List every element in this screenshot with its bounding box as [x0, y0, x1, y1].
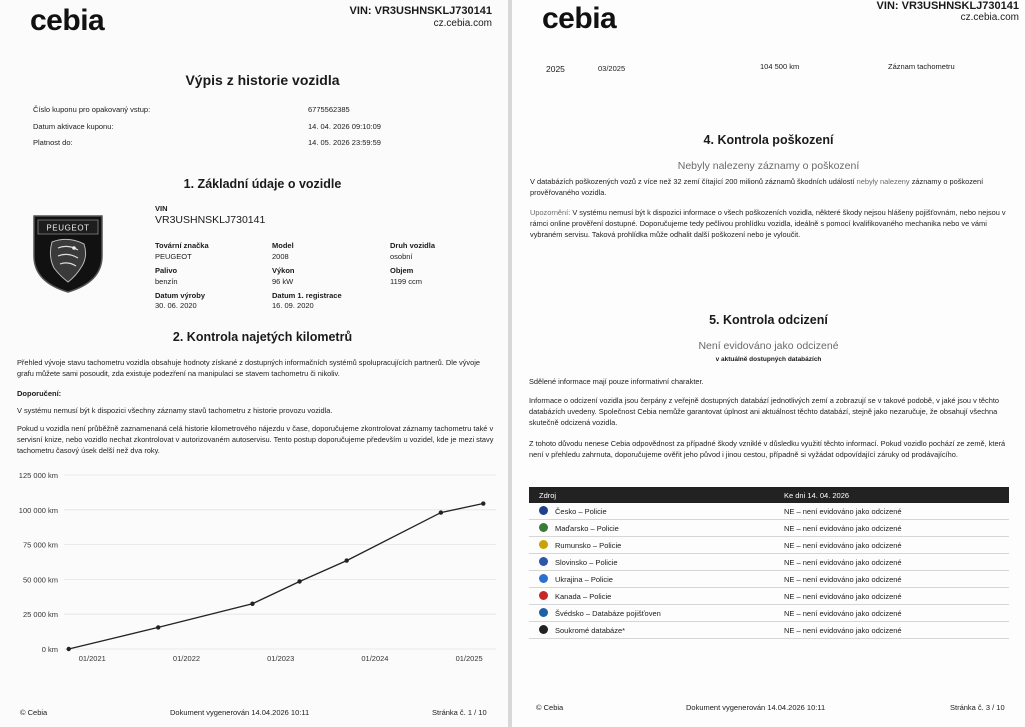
y-tick-label: 50 000 km: [22, 575, 58, 585]
coupon-value: 6775562385: [308, 105, 350, 114]
mileage-point[interactable]: [439, 510, 443, 514]
mileage-point[interactable]: [344, 558, 348, 562]
table-row: [529, 588, 1009, 605]
mileage-line: [69, 504, 484, 649]
mileage-point[interactable]: [250, 602, 254, 606]
peugeot-logo-text: PEUGEOT: [46, 223, 90, 233]
section4-status: Nebyly nalezeny záznamy o poškození: [677, 160, 860, 172]
theft-table-header: [529, 487, 1009, 503]
model-label: Model: [272, 241, 294, 250]
flag-icon: [539, 625, 548, 634]
section5-text2: Informace o odcizení vozidla jsou čerpány z veřejně dostupných databází jednotlivých zemí a zobrazují se v takové podobě, v jaké jsou v těchto databázích uvedeny. Společnost Cebia nemůže garantovat úplnost ani aktuálnost těchto databází, stejně jako nezaručuje, že obsahují všechna skutečně odcizená vozidla.: [529, 396, 999, 427]
flag-icon: [539, 557, 548, 566]
theft-table: [529, 487, 1009, 639]
cebia-logo: cebia: [30, 4, 105, 37]
report-page-3: [512, 0, 1025, 727]
section5-text3: Z tohoto důvodu nenese Cebia odpovědnost za případné škody vzniklé v důsledku využití těchto informací. Pokud vozidlo pochází ze země, která není v přehledu zahrnuta, doporučujeme ověřit jeho původ i jinou cestou, případně si vyžádat odpovídající záruky od prodávajícího.: [529, 439, 1006, 459]
section5-subtitle: v aktuálně dostupných databázích: [715, 356, 822, 363]
y-tick-label: 100 000 km: [18, 505, 58, 515]
footer-generated: Dokument vygenerován 14.04.2026 10:11: [686, 703, 826, 712]
peugeot-logo: [30, 212, 106, 294]
row-source: Maďarsko – Policie: [555, 524, 619, 533]
header-site-link[interactable]: cz.cebia.com: [960, 12, 1019, 23]
power-label: Výkon: [272, 266, 295, 275]
mileage-chart: [0, 465, 508, 665]
fuel-value: benzín: [155, 277, 178, 286]
fuel-label: Palivo: [155, 266, 178, 275]
registration-value: 16. 09. 2020: [272, 301, 314, 310]
theft-table-head-date: Ke dni 14. 04. 2026: [784, 491, 850, 500]
header-site-link[interactable]: cz.cebia.com: [433, 18, 492, 29]
row-result: NE – není evidováno jako odcizené: [784, 558, 902, 567]
manufactured-label: Datum výroby: [155, 291, 206, 300]
section1-title: 1. Základní údaje o vozidle: [183, 177, 342, 191]
table-row: [529, 537, 1009, 554]
volume-label: Objem: [390, 266, 414, 275]
table-row: [529, 622, 1009, 639]
report-page-1: [0, 0, 508, 727]
row-result: NE – není evidováno jako odcizené: [784, 507, 902, 516]
x-tick-label: 01/2025: [455, 654, 483, 663]
row-source: Soukromé databáze*: [555, 626, 626, 635]
table-row: [529, 605, 1009, 622]
section5-title: 5. Kontrola odcizení: [709, 313, 828, 327]
row-result: NE – není evidováno jako odcizené: [784, 609, 902, 618]
footer-generated: Dokument vygenerován 14.04.2026 10:11: [170, 708, 310, 717]
table-row: [529, 520, 1009, 537]
table-row: [529, 503, 1009, 520]
footer-copyright: © Cebia: [536, 703, 564, 712]
mileage-point[interactable]: [481, 501, 485, 505]
x-tick-label: 01/2023: [267, 654, 295, 663]
x-tick-label: 01/2024: [361, 654, 389, 663]
footer-page-number: Stránka č. 1 / 10: [432, 708, 487, 717]
row-result: NE – není evidováno jako odcizené: [784, 626, 902, 635]
section5-text1: Sdělené informace mají pouze informativní charakter.: [529, 377, 704, 386]
row-result: NE – není evidováno jako odcizené: [784, 575, 902, 584]
header-vin: VIN: VR3USHNSKLJ730141: [349, 5, 492, 17]
section4-title: 4. Kontrola poškození: [703, 133, 834, 147]
y-tick-label: 25 000 km: [22, 610, 58, 620]
row-source: Slovinsko – Policie: [555, 558, 618, 567]
registration-label: Datum 1. registrace: [272, 291, 342, 300]
activation-label: Datum aktivace kuponu:: [33, 122, 114, 131]
mileage-date: 03/2025: [598, 64, 626, 73]
header-vin: VIN: VR3USHNSKLJ730141: [876, 0, 1019, 12]
y-tick-label: 75 000 km: [22, 540, 58, 550]
power-value: 96 kW: [272, 277, 294, 286]
table-row: [529, 554, 1009, 571]
flag-icon: [539, 574, 548, 583]
mileage-intro: Přehled vývoje stavu tachometru vozidla obsahuje hodnoty získané z dostupných informačních systémů spolupracujících partnerů. Dle vývoje grafu můžete sami posoudit, zda existuje podezření na manipulaci se stavem tachometru či nikoliv.: [17, 358, 480, 378]
recommend-label: Doporučení:: [17, 389, 62, 398]
mileage-point[interactable]: [297, 579, 301, 583]
y-tick-label: 0 km: [41, 645, 58, 654]
validity-label: Platnost do:: [33, 138, 73, 147]
flag-icon: [539, 591, 548, 600]
volume-value: 1199 ccm: [390, 277, 422, 286]
x-tick-label: 01/2022: [172, 654, 201, 663]
row-result: NE – není evidováno jako odcizené: [784, 541, 902, 550]
mileage-point[interactable]: [67, 647, 71, 651]
footer-copyright: © Cebia: [20, 708, 48, 717]
advice-text: Pokud u vozidla není průběžně zaznamenaná celá historie kilometrového nájezdu v čase, doporučujeme zkontrolovat záznamy tachometru také v servisní knize, nebo vozidlo nechat zkontrolovat v autorizovaném autoservisu. Tento postup doporučujeme především u vozidel, kde je mezi stavy tachometru časový úsek delší než dva roky.: [17, 424, 494, 455]
section4-warning: Upozornění: V systému nemusí být k dispozici informace o všech poškozeních vozidla, některé škody nejsou hlášeny pojišťovnám, nebo nejsou v rámci online prověření dostupné. Doporučujeme tedy pečlivou prohlídku vozidla, ideálně s pomocí kvalifikovaného mechanika nebo ve vámi vybraném servisu. Taková prohlídka může odhalit další poškození nebo je vyloučit.: [530, 208, 1006, 239]
model-value: 2008: [272, 252, 289, 261]
page-title: Výpis z historie vozidla: [185, 72, 340, 88]
cebia-logo: cebia: [542, 2, 617, 35]
brand-label: Tovární značka: [155, 241, 209, 250]
flag-icon: [539, 506, 548, 515]
x-tick-label: 01/2021: [78, 654, 106, 663]
section5-status: Není evidováno jako odcizené: [698, 340, 839, 352]
manufactured-value: 30. 06. 2020: [155, 301, 197, 310]
flag-icon: [539, 608, 548, 617]
table-row: [529, 571, 1009, 588]
mileage-point[interactable]: [156, 625, 160, 629]
activation-value: 14. 04. 2026 09:10:09: [308, 122, 381, 131]
section4-text: V databázích poškozených vozů z více než 32 zemí čítající 200 milionů záznamů škodních událostí nebyly nalezeny záznamy o poškození prověřovaného vozidla.: [530, 177, 984, 197]
coupon-label: Číslo kuponu pro opakovaný vstup:: [33, 105, 151, 114]
vin-value: VR3USHNSKLJ730141: [155, 214, 266, 226]
type-label: Druh vozidla: [390, 241, 436, 250]
y-tick-label: 125 000 km: [18, 471, 58, 480]
recommend-text: V systému nemusí být k dispozici všechny záznamy stavů tachometru z historie provozu vozidla.: [17, 406, 333, 415]
brand-value: PEUGEOT: [155, 252, 192, 261]
mileage-source: Záznam tachometru: [888, 62, 955, 71]
row-result: NE – není evidováno jako odcizené: [784, 592, 902, 601]
row-source: Kanada – Policie: [555, 592, 612, 601]
flag-icon: [539, 540, 548, 549]
theft-table-head-source: Zdroj: [539, 491, 557, 500]
vin-label: VIN: [155, 204, 168, 213]
row-source: Rumunsko – Policie: [555, 541, 622, 550]
row-source: Česko – Policie: [555, 507, 607, 516]
row-result: NE – není evidováno jako odcizené: [784, 524, 902, 533]
flag-icon: [539, 523, 548, 532]
mileage-km: 104 500 km: [760, 62, 800, 71]
row-source: Ukrajina – Policie: [555, 575, 613, 584]
mileage-year: 2025: [546, 64, 565, 74]
row-source: Švédsko – Databáze pojišťoven: [555, 609, 661, 618]
validity-value: 14. 05. 2026 23:59:59: [308, 138, 381, 147]
footer-page-number: Stránka č. 3 / 10: [950, 703, 1005, 712]
type-value: osobní: [390, 252, 413, 261]
section2-title: 2. Kontrola najetých kilometrů: [172, 330, 353, 344]
